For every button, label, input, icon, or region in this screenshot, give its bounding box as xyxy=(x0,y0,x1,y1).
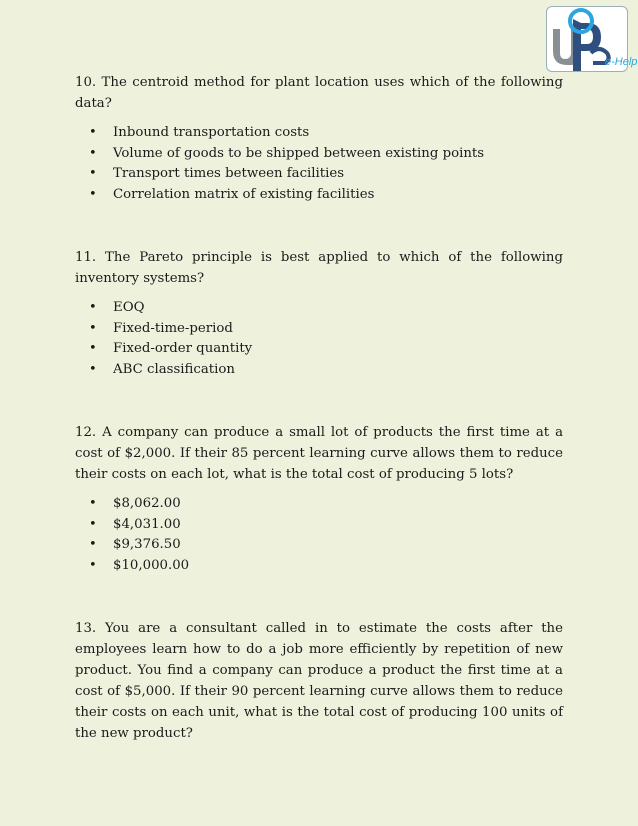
option-text: Fixed-order quantity xyxy=(113,341,253,356)
question-12 xyxy=(75,422,563,576)
bullet-icon: • xyxy=(89,557,97,573)
option-text: Fixed-time-period xyxy=(113,320,233,336)
bullet-icon: • xyxy=(89,300,97,315)
option-list xyxy=(75,298,563,380)
option-item xyxy=(75,556,563,577)
option-item xyxy=(75,339,563,360)
question-text: 11. The Pareto principle is best applied to which of the following inventory systems? xyxy=(75,250,563,286)
option-item xyxy=(75,144,563,165)
bullet-icon: • xyxy=(89,166,97,181)
option-item xyxy=(75,515,563,536)
question-10 xyxy=(75,72,563,205)
question-text: 10. The centroid method for plant location uses which of the following data? xyxy=(75,75,563,111)
option-item xyxy=(75,494,563,515)
option-text: EOQ xyxy=(113,300,145,315)
question-13 xyxy=(75,618,563,744)
option-text: $8,062.00 xyxy=(113,496,181,511)
bullet-icon: • xyxy=(89,516,97,532)
question-11 xyxy=(75,247,563,380)
option-text: $9,376.50 xyxy=(113,537,181,552)
option-text: Volume of goods to be shipped between existing points xyxy=(113,145,485,161)
bullet-icon: • xyxy=(89,145,97,161)
logo-graphic xyxy=(547,7,638,73)
option-item xyxy=(75,298,563,319)
logo-text: e-Help xyxy=(605,56,638,68)
bullet-icon: • xyxy=(89,320,97,336)
option-item xyxy=(75,123,563,144)
option-text: $4,031.00 xyxy=(113,516,181,532)
question-text: 12. A company can produce a small lot of products the first time at a cost of $2,000. If their 85 percent learning curve allows them to reduce their costs on each lot, what is the total cost of producing 5 lots? xyxy=(75,425,563,482)
bullet-icon: • xyxy=(89,341,97,356)
option-text: Transport times between facilities xyxy=(113,166,345,181)
bullet-icon: • xyxy=(89,125,97,140)
option-list xyxy=(75,123,563,205)
bullet-icon: • xyxy=(89,186,97,202)
option-text: Correlation matrix of existing facilities xyxy=(113,186,375,202)
option-item xyxy=(75,164,563,185)
question-text: 13. You are a consultant called in to estimate the costs after the employees learn how to do a job more efficiently by repetition of new product. You find a company can produce a product the first time at a cost of $5,000. If their 90 percent learning curve allows them to reduce their costs on each unit, what is the total cost of producing 100 units of the new product? xyxy=(75,621,563,741)
option-text: Inbound transportation costs xyxy=(113,125,310,140)
company-logo xyxy=(546,6,638,72)
option-item xyxy=(75,319,563,340)
option-text: $10,000.00 xyxy=(113,557,190,573)
bullet-icon: • xyxy=(89,361,97,377)
bullet-icon: • xyxy=(89,496,97,511)
bullet-icon: • xyxy=(89,537,97,552)
option-item xyxy=(75,360,563,381)
option-item xyxy=(75,185,563,206)
option-list xyxy=(75,494,563,576)
option-text: ABC classification xyxy=(113,361,235,377)
option-item xyxy=(75,535,563,556)
